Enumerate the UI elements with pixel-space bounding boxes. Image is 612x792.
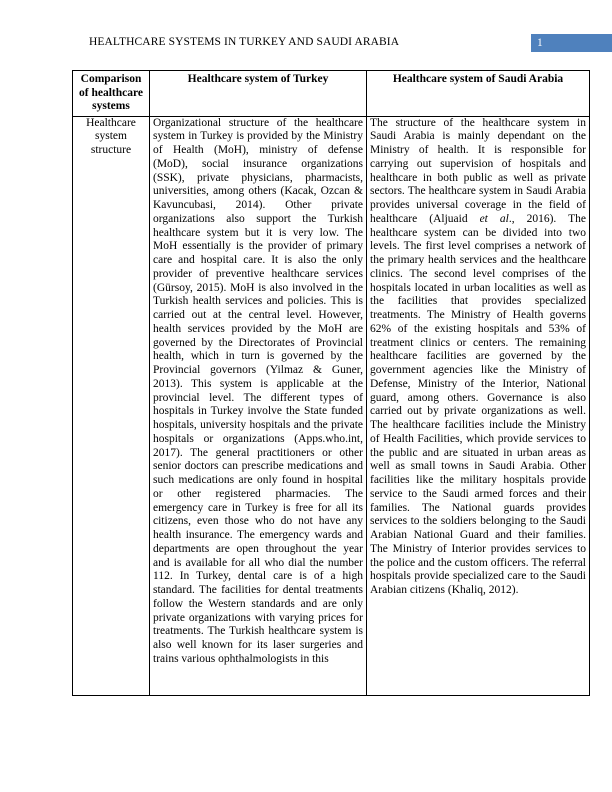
- comparison-table: [72, 70, 590, 696]
- table-header-row: [73, 71, 590, 117]
- saudi-structure-text: [367, 116, 590, 695]
- header-comparison: Comparison of healthcare systems: [73, 71, 150, 117]
- running-title: HEALTHCARE SYSTEMS IN TURKEY AND SAUDI ARABIA: [89, 36, 400, 48]
- saudi-text-part-1: The structure of the healthcare system in Saudi Arabia is mainly dependant on the Ministry of health. It is responsible for carrying out supervision of hospitals and healthcare in both public as well as private sectors. The healthcare system in Saudi Arabia provides universal coverage in the field of healthcare (Aljuaid: [370, 116, 586, 225]
- turkey-structure-text: Organizational structure of the healthcare system in Turkey is provided by the Ministry of Health (MoH), ministry of defense (MoD), social insurance organizations (SSK), private physicians, pharmacists, universities, among others (Kacak, Ozcan & Kavuncubasi, 2014). Other private organizations also support the Turkish healthcare system but it is very low. The MoH essentially is the provider of primary care and hospital care. It is also the only provider of preventive healthcare services (Gürsoy, 2015). MoH is also involved in the Turkish health services and policies. This is carried out at the central level. However, health services provided by the MoH are governed by the Directorates of Provincial health, which in turn is governed by the Provincial governors (Yilmaz & Guner, 2013). This system is applicable at the provincial level. The different types of hospitals in Turkey involve the State funded hospitals, university hospitals and the private hospitals or organizations (Apps.who.int, 2017). The general practitioners or other senior doctors can prescribe medications and such medications are only found in hospital or other registered pharmacies. The emergency care in Turkey is free for all its citizens, even those who do not have any health insurance. The emergency wards and departments are open throughout the year and is available for all who dial the number 112. In Turkey, dental care is of a high standard. The facilities for dental treatments follow the Western standards and are only private organizations with varying prices for treatments. The Turkish healthcare system is also well known for its laser surgeries and trains various ophthalmologists in this: [150, 116, 367, 695]
- saudi-text-part-2: ., 2016). The healthcare system can be divided into two levels. The first level comprises a network of the primary health services and the healthcare clinics. The second level comprises of the hospitals located in urban localities as well as the facilities that provides specialized treatments. The Ministry of Health governs 62% of the existing hospitals and 53% of treatment clinics or centers. The remaining healthcare facilities are governed by the government agencies like the Ministry of Defense, Ministry of the Interior, National guard, among others. Governance is also carried out by private organizations as well. The healthcare facilities include the Ministry of Health Facilities, which provide services to the public and are situated in urban areas as well as small towns in Saudi Arabia. Other facilities like the military hospitals provide service to the Saudi armed forces and their families. The National guards provides services to the soldiers belonging to the Saudi Arabian National Guard and their families. The Ministry of Interior provides services to the police and the custom officers. The referral hospitals provide specialized care to the Saudi Arabian citizens (Khaliq, 2012).: [370, 212, 586, 596]
- header-saudi: Healthcare system of Saudi Arabia: [367, 71, 590, 117]
- row-label: Healthcare system structure: [73, 116, 150, 695]
- header-turkey: Healthcare system of Turkey: [150, 71, 367, 117]
- saudi-text-etal: et al: [479, 212, 509, 225]
- page-number: 1: [531, 34, 612, 52]
- table-row: [73, 116, 590, 695]
